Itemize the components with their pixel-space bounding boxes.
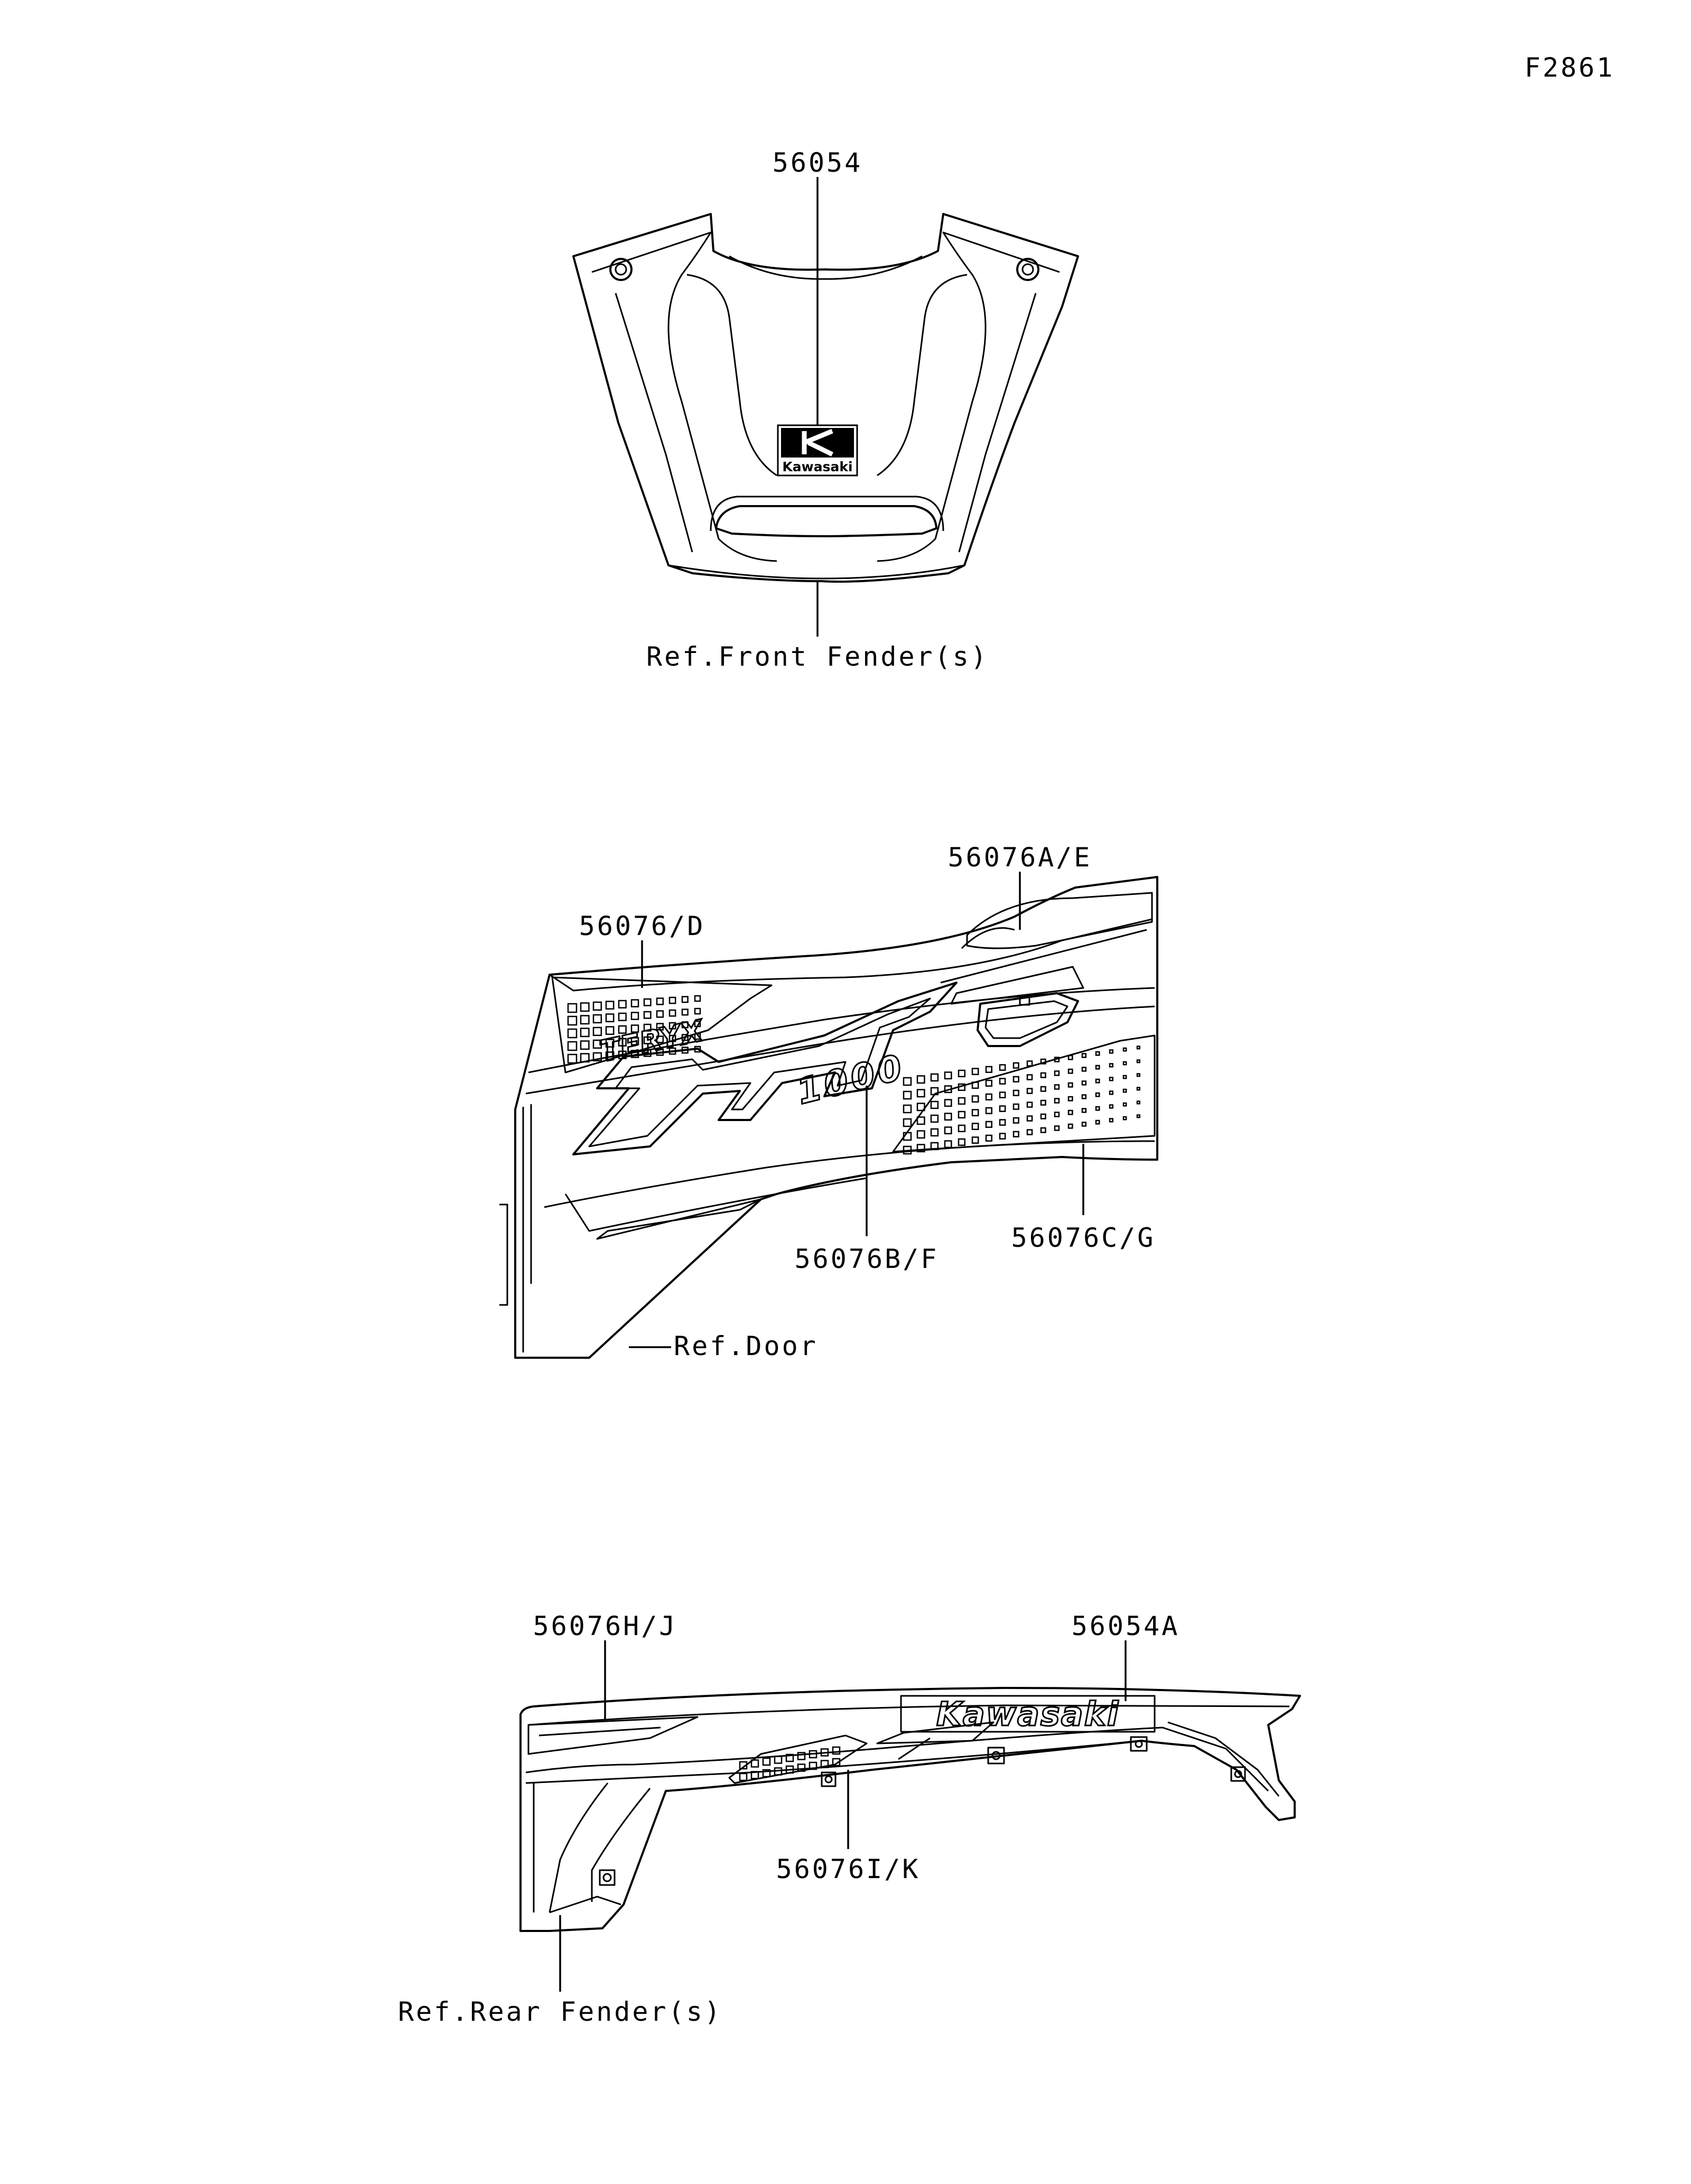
rear-fender xyxy=(521,1640,1300,1992)
teryx-text: TERYX xyxy=(597,1013,707,1069)
emblem-text: Kawasaki xyxy=(782,459,853,474)
kawasaki-emblem-decal xyxy=(778,425,857,475)
dot-pattern-right xyxy=(893,1035,1155,1154)
part-label-56076b-f: 56076B/F xyxy=(794,1244,939,1274)
wordmark-text: Kawasaki xyxy=(936,1695,1120,1733)
figure-id: F2861 xyxy=(1525,52,1615,83)
kawasaki-wordmark-decal xyxy=(901,1695,1155,1733)
ref-front-fender: Ref.Front Fender(s) xyxy=(646,641,989,672)
ref-rear-fender: Ref.Rear Fender(s) xyxy=(398,1996,722,2027)
side-door-panel xyxy=(499,872,1157,1358)
ref-door: Ref.Door xyxy=(674,1331,818,1361)
model-1000-text: 1000 xyxy=(793,1046,909,1113)
part-label-56076a-e: 56076A/E xyxy=(947,842,1092,873)
part-label-56054a: 56054A xyxy=(1071,1611,1180,1641)
part-label-56076i-k: 56076I/K xyxy=(776,1854,921,1884)
part-label-56076c-g: 56076C/G xyxy=(1011,1222,1156,1253)
part-label-56076h-j: 56076H/J xyxy=(533,1611,677,1641)
krx-model-graphic xyxy=(573,967,956,1154)
part-label-56054: 56054 xyxy=(772,147,863,178)
part-label-56076-d: 56076/D xyxy=(579,911,705,941)
front-hood xyxy=(573,177,1078,637)
